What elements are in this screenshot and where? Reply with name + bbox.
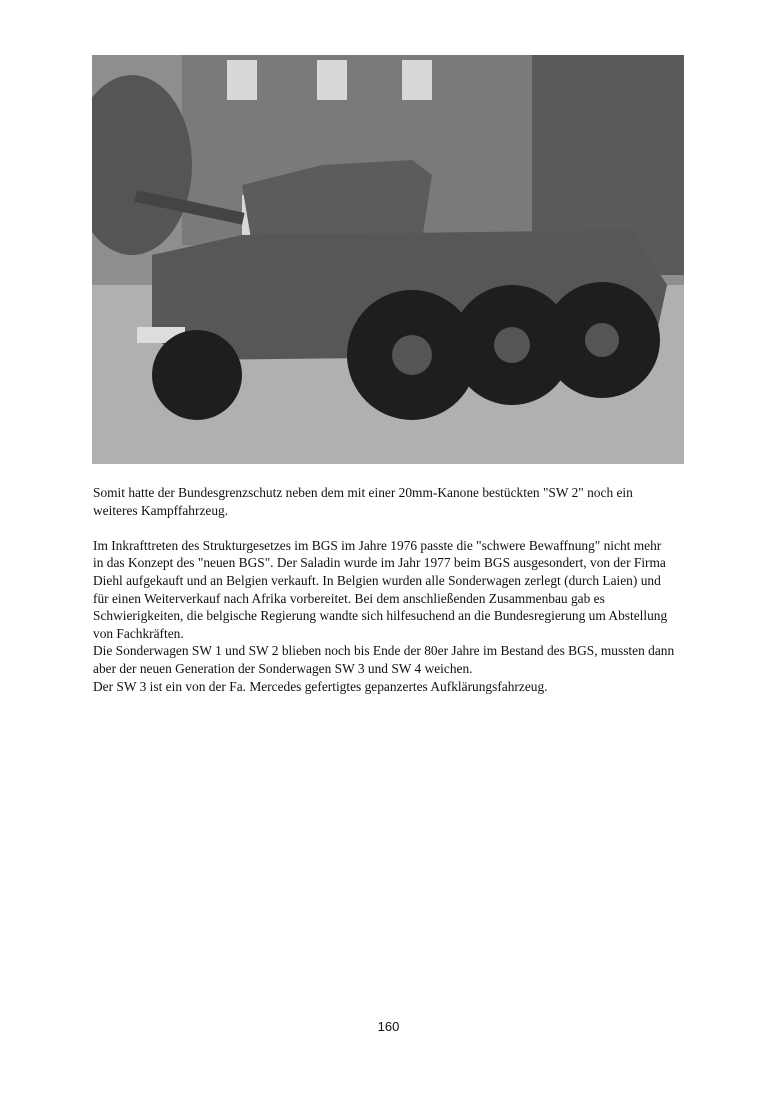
paragraph-2	[93, 537, 693, 695]
text-line: für einen Weiterverkauf nach Afrika vorbereitet. Bei dem anschließenden Zusammenbau gab es	[93, 590, 605, 606]
text-line: Der SW 3 ist ein von der Fa. Mercedes gefertigtes gepanzertes Aufklärungsfahrzeug.	[93, 678, 548, 694]
text-line: Somit hatte der Bundesgrenzschutz neben dem mit einer 20mm-Kanone bestückten "SW 2" noch ein	[93, 485, 633, 500]
text-line: von Fachkräften.	[93, 625, 184, 641]
text-line: Diehl aufgekauft und an Belgien verkauft. In Belgien wurden alle Sonderwagen zerlegt (durch Laien) und	[93, 572, 661, 588]
text-line: Schwierigkeiten, die belgische Regierung wandte sich hilfesuchend an die Bundesregierung um Abstellung	[93, 608, 668, 624]
page-number: 160	[377, 1019, 400, 1034]
text-line: in das Konzept des "neuen BGS". Der Saladin wurde im Jahr 1977 beim BGS ausgesondert, von der Firma	[93, 555, 666, 571]
text-line: Im Inkrafttreten des Strukturgesetzes im BGS im Jahre 1976 passte die "schwere Bewaffnung" nicht mehr	[93, 537, 662, 553]
paragraph-1	[93, 484, 693, 519]
text-line: weiteres Kampffahrzeug.	[93, 502, 229, 518]
body-text	[93, 484, 693, 695]
text-line: Die Sonderwagen SW 1 und SW 2 blieben noch bis Ende der 80er Jahre im Bestand des BGS, mussten dann	[93, 643, 675, 659]
text-line: aber der neuen Generation der Sonderwagen SW 3 und SW 4 weichen.	[93, 660, 473, 676]
saladin-armored-car-photo	[92, 55, 684, 464]
